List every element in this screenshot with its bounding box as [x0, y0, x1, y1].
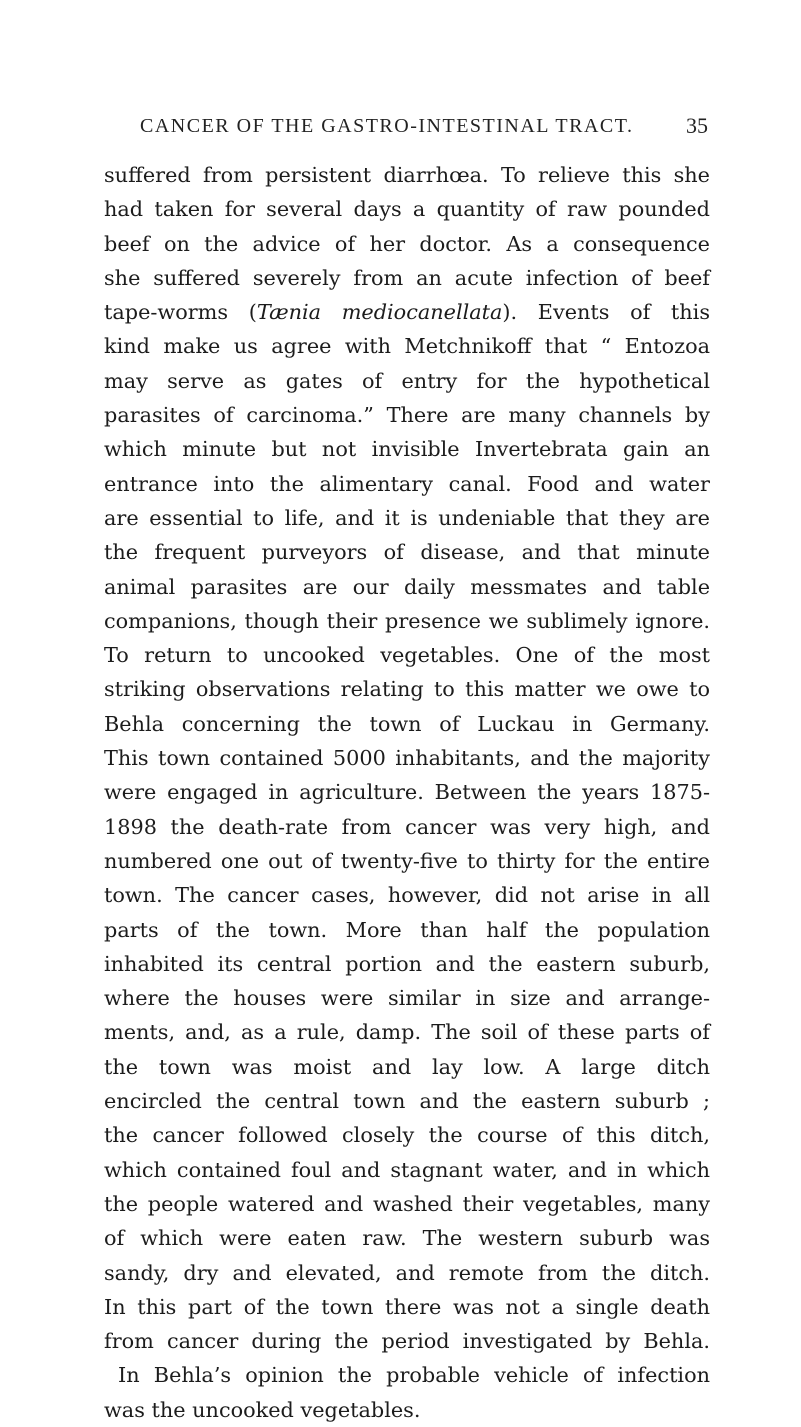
- text-line: which minute but not invisible Invertebrata gain an: [104, 437, 710, 462]
- text-line: ments, and, as a rule, damp. The soil of these parts of: [104, 1020, 710, 1045]
- text-line: numbered one out of twenty-five to thirty for the entire: [104, 848, 710, 873]
- text-line: animal parasites are our daily messmates and table: [104, 574, 710, 599]
- text-line: may serve as gates of entry for the hypothetical: [104, 368, 710, 393]
- text-line-italic: [104, 295, 710, 329]
- text-line: 1898 the death-rate from cancer was very high, and: [104, 814, 710, 839]
- text-line: Behla concerning the town of Luckau in Germany.: [104, 711, 710, 736]
- text-line: the people watered and washed their vegetables, many: [104, 1191, 710, 1216]
- text-line: parasites of carcinoma.” There are many channels by: [104, 403, 710, 428]
- text-line: town. The cancer cases, however, did not arise in all: [104, 883, 710, 908]
- text-line: are essential to life, and it is undeniable that they are: [104, 505, 710, 530]
- text-line: striking observations relating to this matter we owe to: [104, 677, 710, 702]
- text-line: the town was moist and lay low. A large ditch: [104, 1054, 710, 1079]
- text-line: parts of the town. More than half the population: [104, 917, 710, 942]
- text-segment: ). Events of this: [502, 300, 710, 325]
- text-line: entrance into the alimentary canal. Food and water: [104, 471, 710, 496]
- text-line: she suffered severely from an acute infection of beef: [104, 265, 710, 290]
- text-line: kind make us agree with Metchnikoff that “ Entozoa: [104, 334, 710, 359]
- text-line: beef on the advice of her doctor. As a consequence: [104, 231, 710, 256]
- text-line: encircled the central town and the eastern suburb ;: [104, 1089, 710, 1114]
- text-line: the cancer followed closely the course of this ditch,: [104, 1123, 710, 1148]
- text-line: where the houses were similar in size and arrange-: [104, 986, 710, 1011]
- text-line: sandy, dry and elevated, and remote from the ditch.: [104, 1260, 710, 1285]
- text-line: suffered from persistent diarrhœa. To relieve this she: [104, 163, 710, 187]
- text-segment: tape-worms (: [104, 300, 257, 325]
- body-text: [104, 158, 710, 1427]
- text-line: companions, though their presence we sublimely ignore.: [104, 608, 710, 633]
- text-line: In Behla’s opinion the probable vehicle of infection: [118, 1363, 710, 1388]
- page-number: 35: [686, 113, 708, 138]
- text-line: This town contained 5000 inhabitants, and the majority: [104, 746, 710, 771]
- text-line: the frequent purveyors of disease, and that minute: [104, 540, 710, 565]
- text-line: inhabited its central portion and the eastern suburb,: [104, 951, 710, 976]
- text-line: To return to uncooked vegetables. One of the most: [104, 643, 710, 668]
- text-line: which contained foul and stagnant water, and in which: [104, 1157, 710, 1182]
- text-line: from cancer during the period investigated by Behla.: [104, 1329, 710, 1354]
- running-head: CANCER OF THE GASTRO-INTESTINAL TRACT.: [140, 115, 634, 137]
- text-line: of which were eaten raw. The western suburb was: [104, 1226, 710, 1251]
- text-line: were engaged in agriculture. Between the years 1875-: [104, 780, 710, 805]
- text-line: In this part of the town there was not a single death: [104, 1294, 710, 1319]
- text-line: had taken for several days a quantity of raw pounded: [104, 197, 710, 222]
- species-name: Tænia mediocanellata: [256, 300, 503, 325]
- text-line: was the uncooked vegetables.: [104, 1397, 421, 1422]
